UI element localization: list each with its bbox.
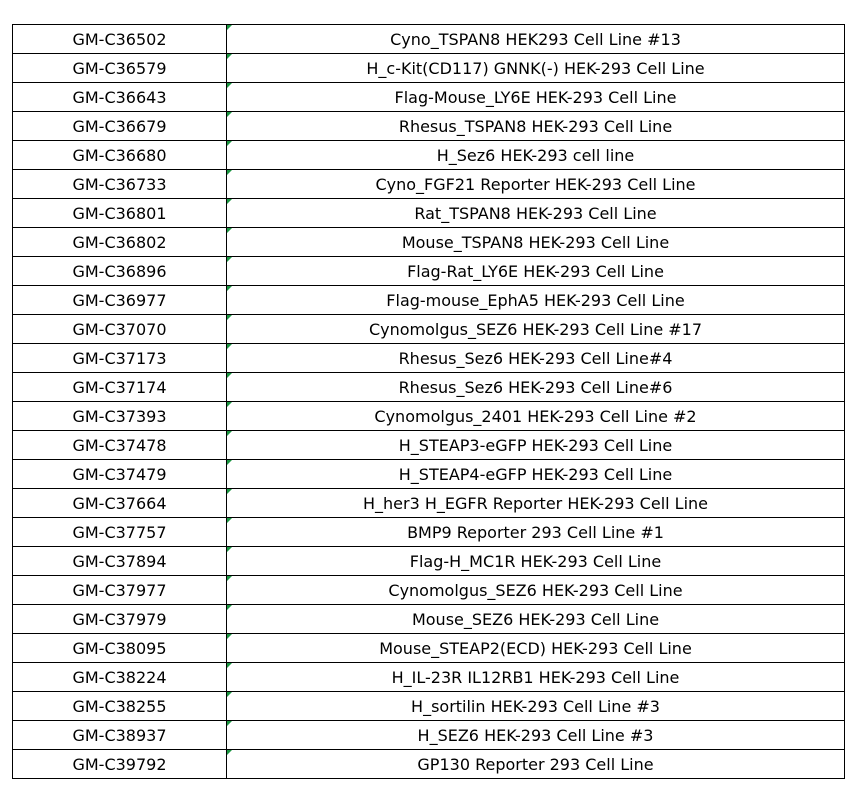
table-body [13,25,845,779]
catalog-code-cell[interactable]: GM-C37174 [13,373,227,402]
catalog-code-cell[interactable]: GM-C37894 [13,547,227,576]
catalog-code-cell[interactable]: GM-C36733 [13,170,227,199]
error-indicator-icon [227,141,232,146]
cell-line-name-cell[interactable]: Cynomolgus_SEZ6 HEK-293 Cell Line [227,576,845,605]
error-indicator-icon [227,54,232,59]
error-indicator-icon [227,605,232,610]
table-row [13,199,845,228]
error-indicator-icon [227,489,232,494]
error-indicator-icon [227,25,232,30]
cell-line-name-cell[interactable]: Mouse_STEAP2(ECD) HEK-293 Cell Line [227,634,845,663]
table-row [13,402,845,431]
catalog-code-cell[interactable]: GM-C38095 [13,634,227,663]
table-row [13,25,845,54]
catalog-code-cell[interactable]: GM-C36896 [13,257,227,286]
cell-line-name-cell[interactable]: H_Sez6 HEK-293 cell line [227,141,845,170]
error-indicator-icon [227,663,232,668]
error-indicator-icon [227,460,232,465]
error-indicator-icon [227,199,232,204]
catalog-code-cell[interactable]: GM-C37479 [13,460,227,489]
error-indicator-icon [227,344,232,349]
error-indicator-icon [227,373,232,378]
catalog-code-cell[interactable]: GM-C38937 [13,721,227,750]
table-row [13,576,845,605]
table-row [13,634,845,663]
table-row [13,692,845,721]
table-row [13,721,845,750]
error-indicator-icon [227,721,232,726]
error-indicator-icon [227,692,232,697]
catalog-code-cell[interactable]: GM-C36802 [13,228,227,257]
catalog-code-cell[interactable]: GM-C36977 [13,286,227,315]
catalog-code-cell[interactable]: GM-C36502 [13,25,227,54]
cell-line-name-cell[interactable]: Flag-H_MC1R HEK-293 Cell Line [227,547,845,576]
table-row [13,750,845,779]
table-row [13,170,845,199]
error-indicator-icon [227,750,232,755]
catalog-code-cell[interactable]: GM-C37173 [13,344,227,373]
error-indicator-icon [227,634,232,639]
cell-line-table [12,24,845,779]
catalog-code-cell[interactable]: GM-C39792 [13,750,227,779]
error-indicator-icon [227,547,232,552]
cell-line-name-cell[interactable]: Rhesus_TSPAN8 HEK-293 Cell Line [227,112,845,141]
catalog-code-cell[interactable]: GM-C36679 [13,112,227,141]
error-indicator-icon [227,112,232,117]
table-row [13,431,845,460]
cell-line-name-cell[interactable]: Cynomolgus_SEZ6 HEK-293 Cell Line #17 [227,315,845,344]
table-row [13,460,845,489]
table-row [13,83,845,112]
error-indicator-icon [227,431,232,436]
error-indicator-icon [227,286,232,291]
catalog-code-cell[interactable]: GM-C36643 [13,83,227,112]
cell-line-name-cell[interactable]: Mouse_TSPAN8 HEK-293 Cell Line [227,228,845,257]
error-indicator-icon [227,228,232,233]
error-indicator-icon [227,518,232,523]
catalog-code-cell[interactable]: GM-C37979 [13,605,227,634]
catalog-code-cell[interactable]: GM-C37664 [13,489,227,518]
catalog-code-cell[interactable]: GM-C37478 [13,431,227,460]
catalog-code-cell[interactable]: GM-C37070 [13,315,227,344]
catalog-code-cell[interactable]: GM-C36680 [13,141,227,170]
cell-line-name-cell[interactable]: Rhesus_Sez6 HEK-293 Cell Line#6 [227,373,845,402]
cell-line-name-cell[interactable]: Flag-mouse_EphA5 HEK-293 Cell Line [227,286,845,315]
catalog-code-cell[interactable]: GM-C37757 [13,518,227,547]
table-row [13,605,845,634]
table-row [13,257,845,286]
cell-line-name-cell[interactable]: Rhesus_Sez6 HEK-293 Cell Line#4 [227,344,845,373]
cell-line-name-cell[interactable]: Cyno_TSPAN8 HEK293 Cell Line #13 [227,25,845,54]
table-row [13,54,845,83]
cell-line-name-cell[interactable]: BMP9 Reporter 293 Cell Line #1 [227,518,845,547]
table-row [13,373,845,402]
table-row [13,228,845,257]
cell-line-name-cell[interactable]: H_STEAP4-eGFP HEK-293 Cell Line [227,460,845,489]
cell-line-name-cell[interactable]: H_STEAP3-eGFP HEK-293 Cell Line [227,431,845,460]
table-row [13,344,845,373]
cell-line-name-cell[interactable]: H_c-Kit(CD117) GNNK(-) HEK-293 Cell Line [227,54,845,83]
cell-line-name-cell[interactable]: H_her3 H_EGFR Reporter HEK-293 Cell Line [227,489,845,518]
catalog-code-cell[interactable]: GM-C36579 [13,54,227,83]
cell-line-name-cell[interactable]: Cyno_FGF21 Reporter HEK-293 Cell Line [227,170,845,199]
table-row [13,315,845,344]
cell-line-name-cell[interactable]: H_IL-23R IL12RB1 HEK-293 Cell Line [227,663,845,692]
cell-line-name-cell[interactable]: H_SEZ6 HEK-293 Cell Line #3 [227,721,845,750]
cell-line-name-cell[interactable]: Rat_TSPAN8 HEK-293 Cell Line [227,199,845,228]
cell-line-name-cell[interactable]: GP130 Reporter 293 Cell Line [227,750,845,779]
error-indicator-icon [227,315,232,320]
cell-line-name-cell[interactable]: Flag-Rat_LY6E HEK-293 Cell Line [227,257,845,286]
table-row [13,112,845,141]
cell-line-name-cell[interactable]: Mouse_SEZ6 HEK-293 Cell Line [227,605,845,634]
catalog-code-cell[interactable]: GM-C38224 [13,663,227,692]
catalog-code-cell[interactable]: GM-C38255 [13,692,227,721]
catalog-code-cell[interactable]: GM-C37977 [13,576,227,605]
table-row [13,547,845,576]
catalog-code-cell[interactable]: GM-C36801 [13,199,227,228]
error-indicator-icon [227,402,232,407]
cell-line-name-cell[interactable]: Flag-Mouse_LY6E HEK-293 Cell Line [227,83,845,112]
table-row [13,663,845,692]
error-indicator-icon [227,576,232,581]
error-indicator-icon [227,83,232,88]
error-indicator-icon [227,257,232,262]
catalog-code-cell[interactable]: GM-C37393 [13,402,227,431]
cell-line-name-cell[interactable]: H_sortilin HEK-293 Cell Line #3 [227,692,845,721]
table-row [13,489,845,518]
cell-line-name-cell[interactable]: Cynomolgus_2401 HEK-293 Cell Line #2 [227,402,845,431]
error-indicator-icon [227,170,232,175]
table-row [13,518,845,547]
table-row [13,286,845,315]
table-row [13,141,845,170]
